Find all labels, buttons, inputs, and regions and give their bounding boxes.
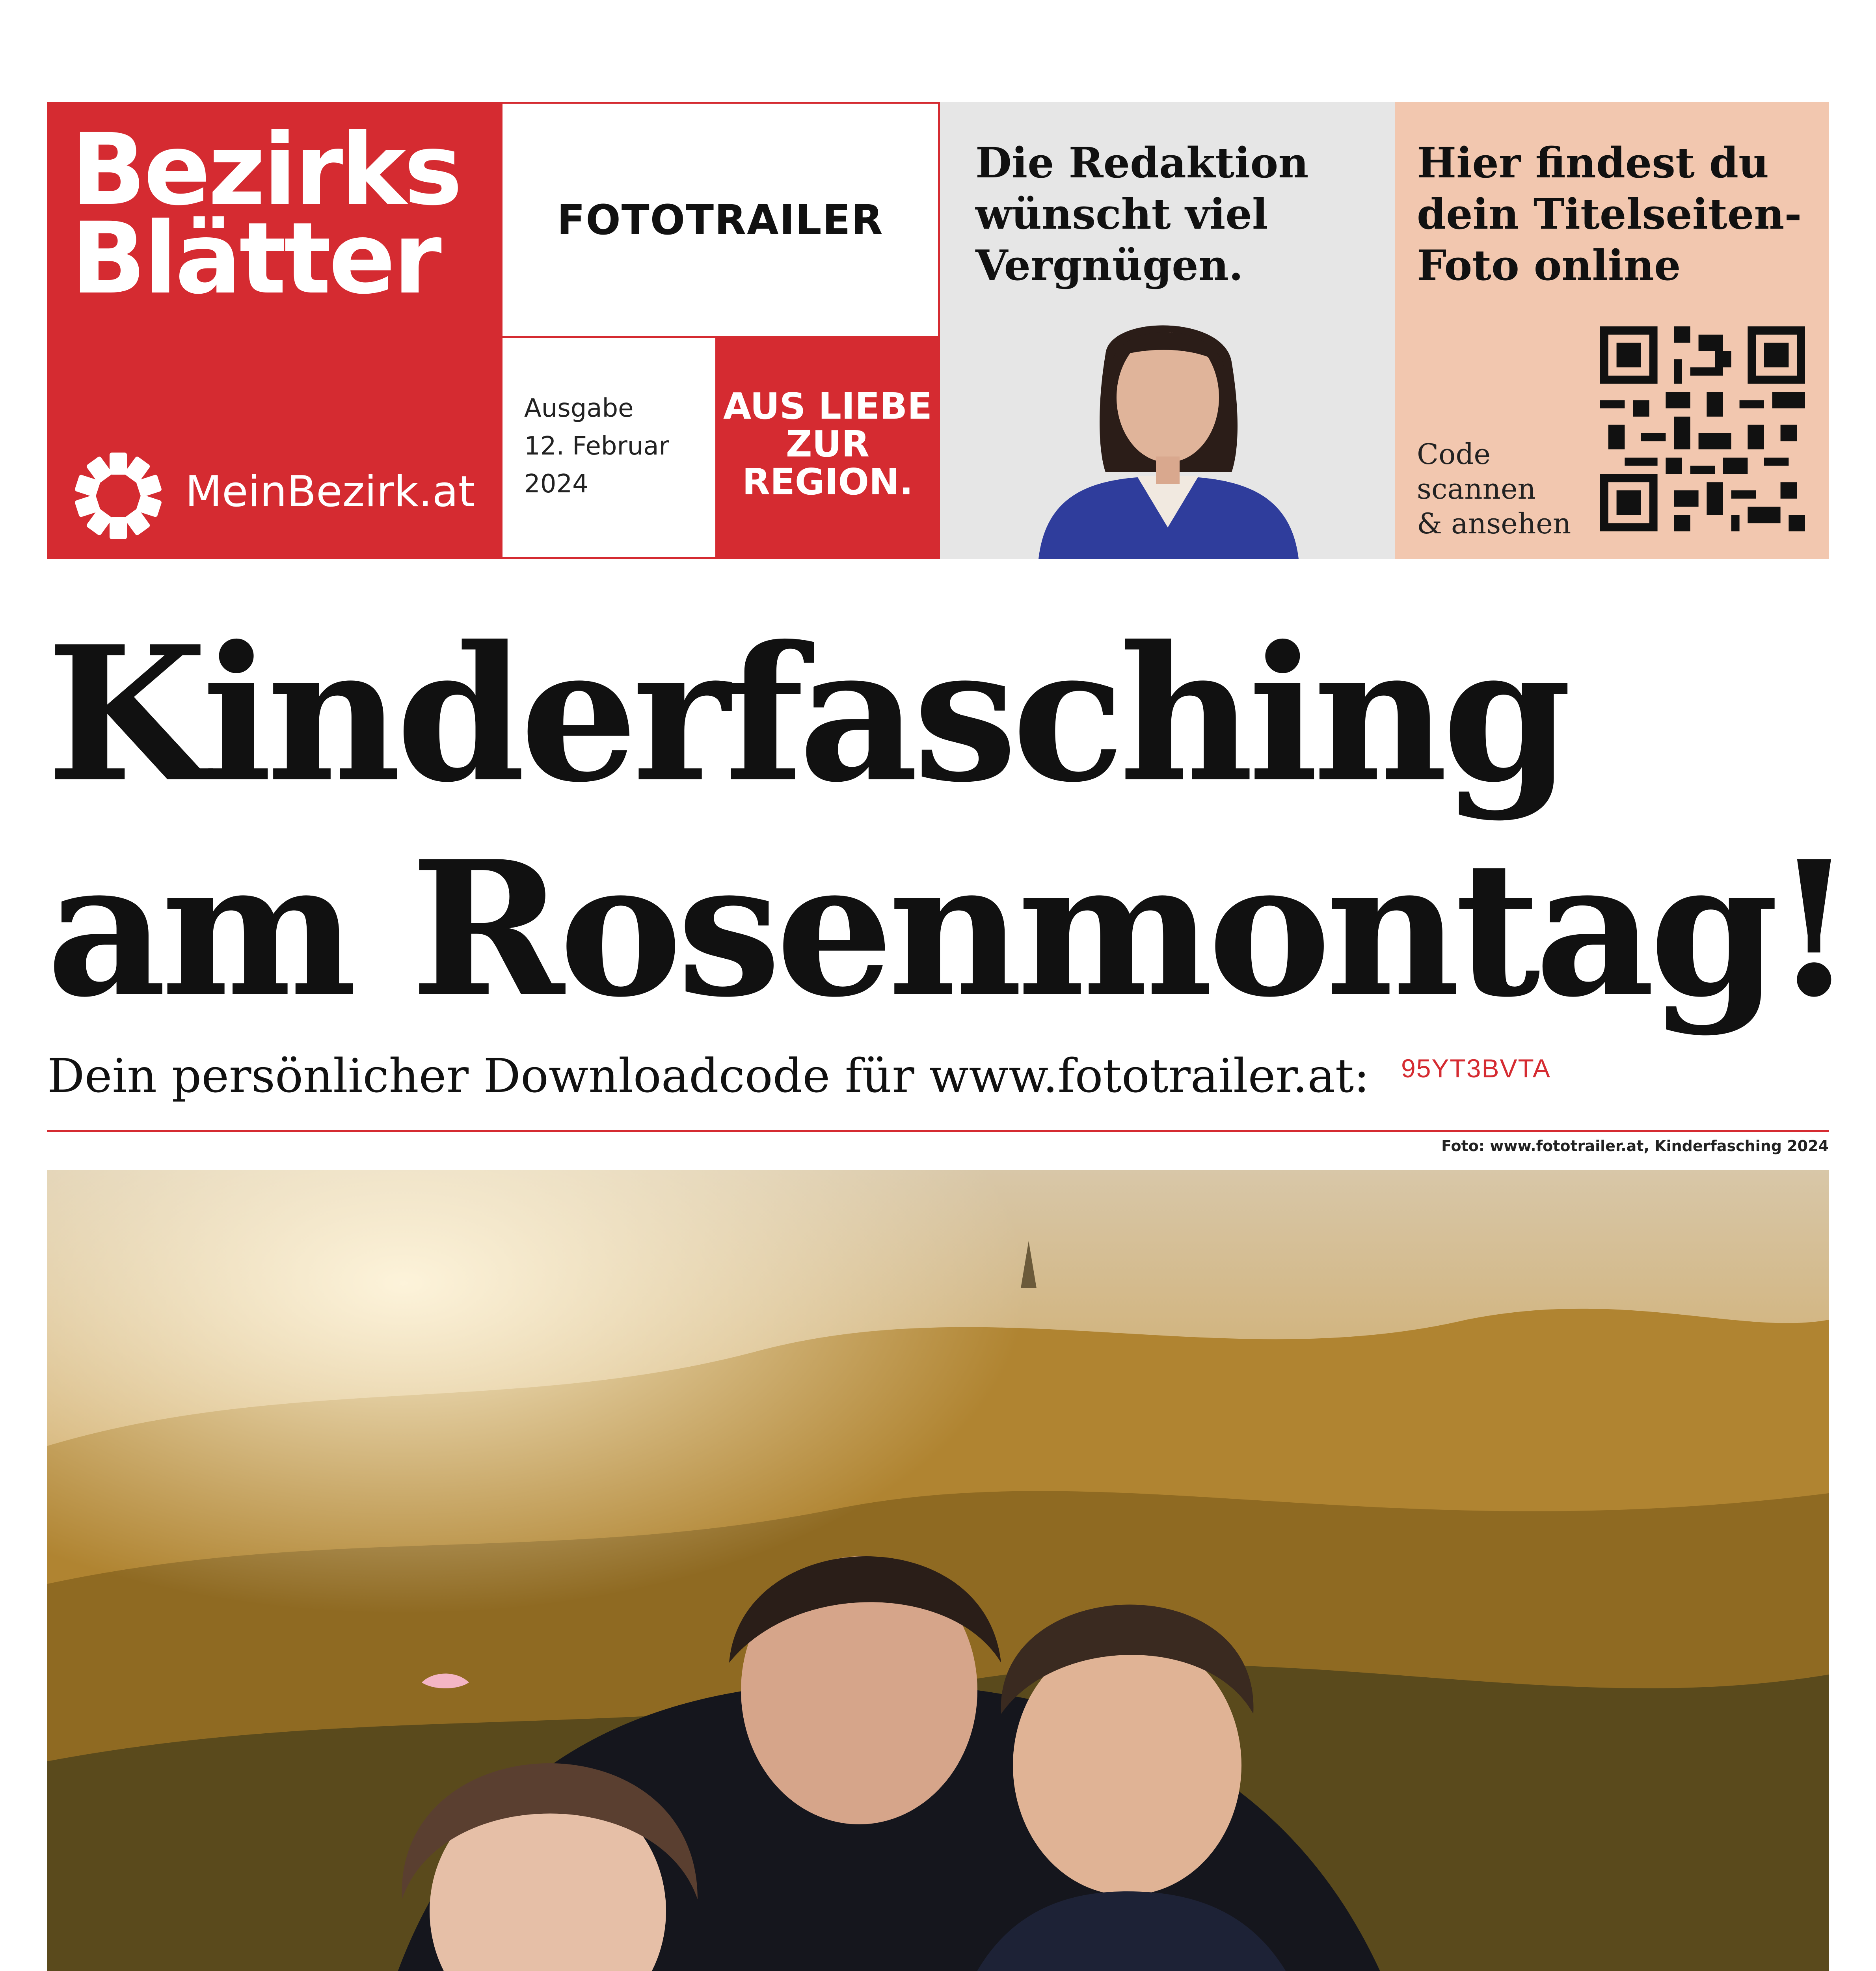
editorial-line2: wünscht viel <box>975 189 1268 238</box>
scan-instructions <box>1417 437 1582 541</box>
editorial-greeting <box>975 137 1370 291</box>
brand-block <box>47 102 502 559</box>
cover-line3: Foto online <box>1417 240 1681 290</box>
brand-site-label: MeinBezirk.at <box>185 467 475 516</box>
sun-logo-icon <box>71 449 166 543</box>
cover-line2: dein Titelseiten- <box>1417 189 1802 238</box>
slogan-line2: ZUR <box>785 423 870 465</box>
editorial-block <box>940 102 1395 559</box>
scan-line1: Code <box>1417 438 1491 471</box>
page-headline <box>47 607 1849 1037</box>
headline-line2: am Rosenmontag! <box>47 820 1849 1038</box>
edition-label: Ausgabe <box>524 394 634 423</box>
download-text: Dein persönlicher Downloadcode für www.fototrailer.at: <box>47 1049 1370 1103</box>
section-label: FOTOTRAILER <box>502 102 940 336</box>
edition-info <box>502 336 715 559</box>
editorial-line3: Vergnügen. <box>975 240 1243 290</box>
download-code[interactable]: 95YT3BVTA <box>1401 1054 1551 1083</box>
brand-site[interactable] <box>71 449 485 543</box>
cover-online-text <box>1417 137 1819 291</box>
qr-code-icon[interactable] <box>1600 326 1805 531</box>
slogan-block <box>715 336 940 559</box>
brand-title-line2: Blätter <box>71 201 439 316</box>
edition-date: 12. Februar <box>524 432 669 461</box>
editorial-line1: Die Redaktion <box>975 138 1309 187</box>
brand-title-line1: Bezirks <box>71 112 460 227</box>
divider <box>47 1130 1829 1132</box>
cover-line1: Hier findest du <box>1417 138 1769 187</box>
photo-credit: Foto: www.fototrailer.at, Kinderfasching 2024 <box>1441 1137 1829 1155</box>
cover-photo <box>47 1170 1829 1971</box>
scan-line2: scannen <box>1417 472 1536 505</box>
edition-year: 2024 <box>524 469 588 499</box>
cover-online-block <box>1395 102 1829 559</box>
editor-portrait <box>940 307 1395 559</box>
slogan-line1: AUS LIEBE <box>723 385 932 427</box>
scan-line3: & ansehen <box>1417 507 1571 540</box>
headline-line1: Kinderfasching <box>47 605 1567 823</box>
brand-title <box>71 112 460 316</box>
slogan-line3: REGION. <box>742 461 913 503</box>
